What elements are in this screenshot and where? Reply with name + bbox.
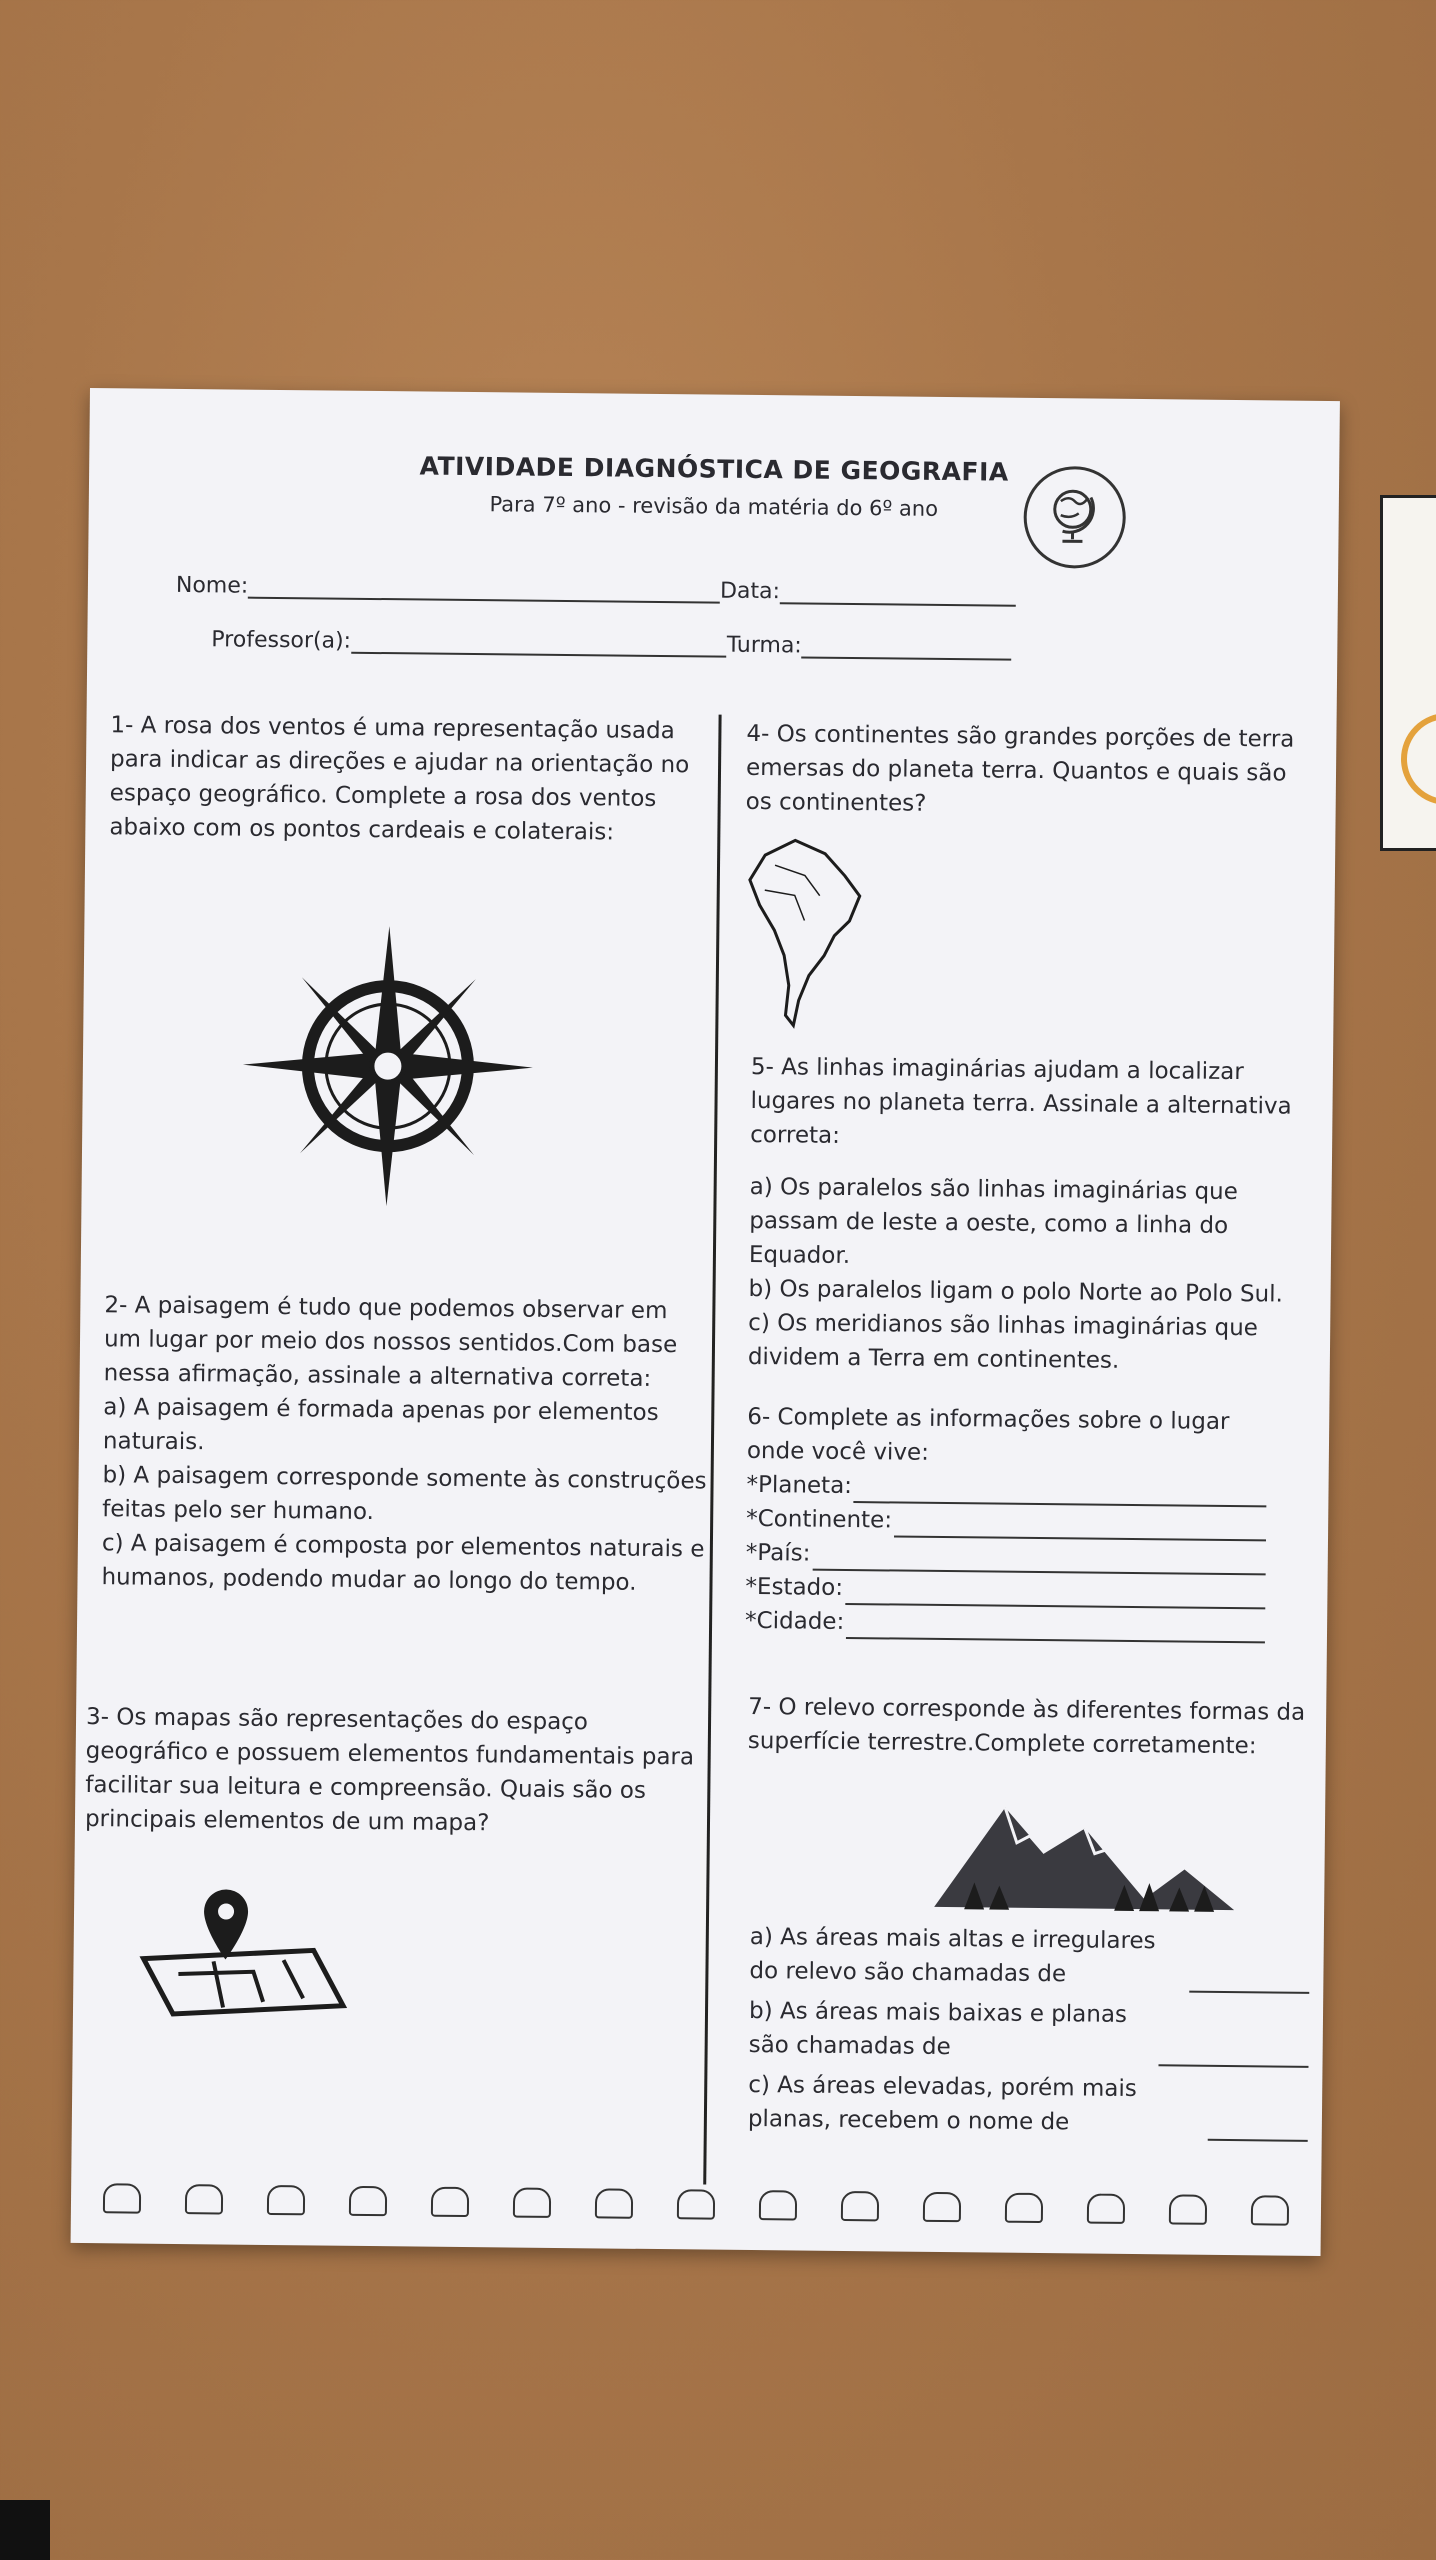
question-2-option-b[interactable]: b) A paisagem corresponde somente às construções feitas pelo ser humano. [102, 1462, 707, 1526]
question-7-line-b[interactable] [1158, 2042, 1308, 2068]
footer-globe-icon [759, 2190, 797, 2220]
question-7-option-b-text: b) As áreas mais baixas e planas são chamadas de [748, 1997, 1128, 2061]
continente-field[interactable] [746, 1502, 1266, 1541]
question-5-text: 5- As linhas imaginárias ajudam a localizar lugares no planeta terra. Assinale a alternativa correta: [750, 1053, 1292, 1149]
page-subtitle: Para 7º ano - revisão da matéria do 6º ano [489, 492, 939, 521]
question-4 [746, 717, 1307, 825]
side-card-ring [1401, 713, 1436, 805]
footer-globe-icon [431, 2187, 469, 2217]
question-1-text: 1- A rosa dos ventos é uma representação usada para indicar as direções e ajudar na orientação no espaço geográfico. Complete a rosa dos ventos abaixo com os pontos cardeais e colaterais: [109, 712, 690, 846]
south-america-map-icon [743, 835, 865, 1036]
question-2-option-c[interactable]: c) A paisagem é composta por elementos naturais e humanos, podendo mudar ao longo do tempo. [101, 1530, 705, 1596]
footer-globe-icon [1087, 2194, 1125, 2224]
question-7-option-c[interactable] [748, 2068, 1309, 2142]
planeta-line[interactable] [854, 1479, 1267, 1507]
continente-label: *Continente: [746, 1505, 893, 1534]
question-6-text: 6- Complete as informações sobre o lugar onde você vive: [746, 1403, 1230, 1466]
data-line[interactable] [780, 580, 1016, 606]
page-title: ATIVIDADE DIAGNÓSTICA DE GEOGRAFIA [419, 451, 1009, 487]
continente-line[interactable] [894, 1513, 1266, 1541]
question-7-option-b[interactable] [749, 1994, 1310, 2068]
turma-line[interactable] [802, 634, 1012, 660]
pais-label: *País: [745, 1539, 811, 1567]
question-2 [101, 1288, 709, 1600]
decorative-footer [81, 2178, 1311, 2231]
footer-mountain-icon [267, 2185, 305, 2215]
footer-mountain-icon [595, 2188, 633, 2218]
question-5-option-a[interactable]: a) Os paralelos são linhas imaginárias que passam de leste a oeste, como a linha do Equador. [748, 1173, 1238, 1270]
estado-line[interactable] [845, 1581, 1266, 1609]
planeta-label: *Planeta: [746, 1471, 853, 1500]
worksheet-page [71, 388, 1340, 2256]
professor-label: Professor(a): [211, 627, 352, 654]
cidade-field[interactable] [745, 1604, 1265, 1643]
estado-label: *Estado: [745, 1573, 844, 1601]
cidade-label: *Cidade: [744, 1607, 845, 1635]
question-7-option-a[interactable] [749, 1920, 1310, 1994]
question-1 [109, 708, 710, 850]
question-7-line-c[interactable] [1208, 2117, 1308, 2142]
pais-field[interactable] [746, 1536, 1266, 1575]
footer-globe-icon [841, 2191, 879, 2221]
footer-map-icon [1005, 2193, 1043, 2223]
estado-field[interactable] [745, 1570, 1265, 1609]
footer-mountain-icon [1251, 2195, 1289, 2225]
compass-rose-icon [241, 925, 534, 1208]
question-7-option-c-text: c) As áreas elevadas, porém mais planas, recebem o nome de [747, 2071, 1137, 2136]
question-4-text: 4- Os continentes são grandes porções de terra emersas do planeta terra. Quantos e quais são os continentes? [745, 720, 1295, 817]
footer-mountain-icon [923, 2192, 961, 2222]
question-7-options [748, 1920, 1310, 2142]
question-3 [85, 1700, 696, 1842]
mountains-icon [934, 1797, 1235, 1920]
question-6 [745, 1400, 1267, 1643]
question-5-option-b[interactable]: b) Os paralelos ligam o polo Norte ao Polo Sul. [748, 1275, 1284, 1308]
map-pin-icon [133, 1889, 354, 2031]
question-7-text: 7- O relevo corresponde às diferentes formas da superfície terrestre.Complete corretamente: [747, 1693, 1306, 1760]
side-card [1380, 495, 1436, 851]
question-7 [748, 1690, 1309, 1764]
footer-map-icon [677, 2189, 715, 2219]
question-5 [748, 1050, 1311, 1380]
question-3-text: 3- Os mapas são representações do espaço geográfico e possuem elementos fundamentais para facilitar sua leitura e compreensão. Quais são os principais elementos de um mapa? [84, 1704, 695, 1837]
globe-icon [1023, 466, 1126, 569]
planeta-field[interactable] [746, 1468, 1266, 1507]
turma-label: Turma: [726, 632, 802, 659]
data-label: Data: [719, 578, 781, 605]
footer-globe-icon [1169, 2194, 1207, 2224]
nome-field[interactable] [176, 573, 1016, 607]
professor-field[interactable] [211, 627, 1011, 660]
footer-globe-icon [103, 2183, 141, 2213]
pais-line[interactable] [812, 1547, 1266, 1576]
question-2-option-a[interactable]: a) A paisagem é formada apenas por elementos naturais. [102, 1394, 659, 1456]
question-5-option-c[interactable]: c) Os meridianos são linhas imaginárias que dividem a Terra em continentes. [747, 1309, 1259, 1374]
footer-globe-icon [513, 2188, 551, 2218]
footer-globe-icon [185, 2184, 223, 2214]
question-2-text: 2- A paisagem é tudo que podemos observar em um lugar por meio dos nossos sentidos.Com base nessa afirmação, assinale a alternativa correta: [103, 1292, 678, 1392]
cidade-line[interactable] [846, 1615, 1265, 1643]
professor-line[interactable] [351, 630, 727, 658]
footer-map-icon [349, 2186, 387, 2216]
bottom-corner-object [0, 2500, 50, 2560]
question-7-line-a[interactable] [1189, 1969, 1309, 1994]
question-7-option-a-text: a) As áreas mais altas e irregulares do relevo são chamadas de [749, 1923, 1156, 1988]
nome-line[interactable] [248, 575, 720, 604]
nome-label: Nome: [175, 572, 249, 599]
